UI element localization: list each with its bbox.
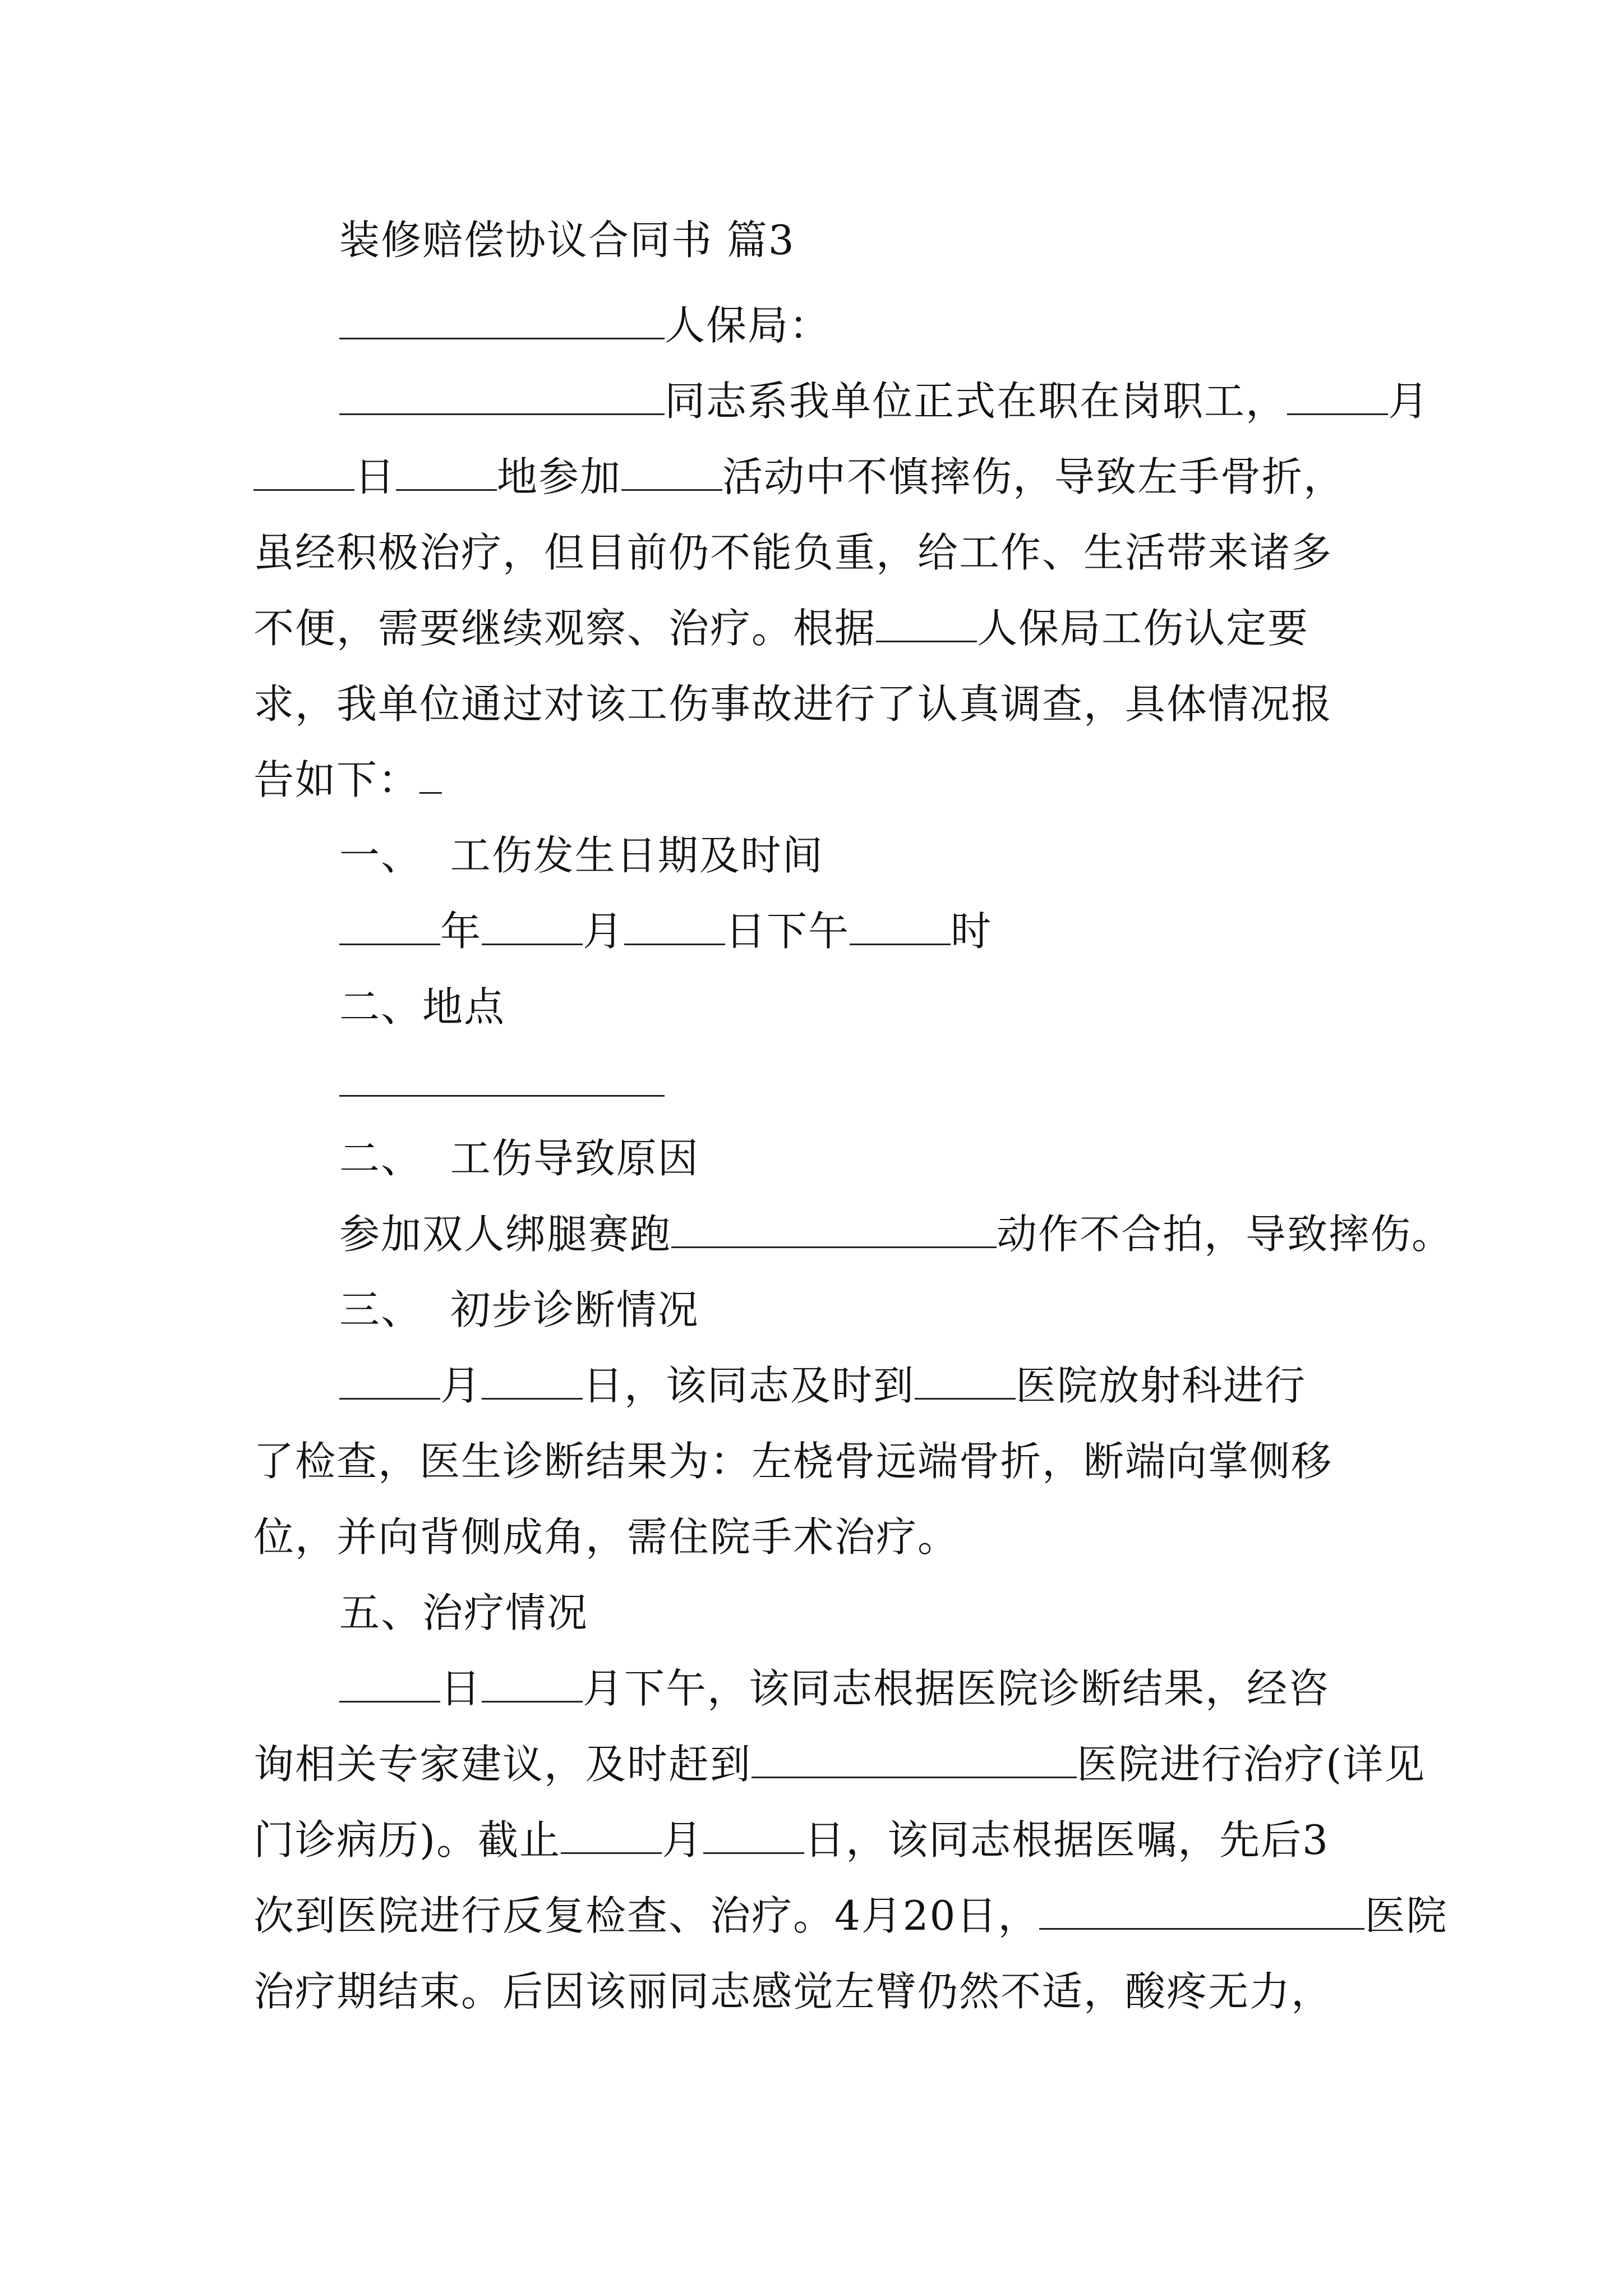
year-blank bbox=[339, 904, 440, 945]
place-blank bbox=[396, 450, 497, 491]
location-line bbox=[339, 1055, 665, 1111]
addressee-line: 人保局： bbox=[339, 297, 831, 353]
section-heading: 二、 工伤导致原因 bbox=[339, 1135, 699, 1182]
paragraph-line: 次到医院进行反复检查、治疗。4月20日， 医院 bbox=[253, 1888, 1447, 1944]
month-blank bbox=[561, 1813, 662, 1854]
hospital-blank bbox=[751, 1737, 1077, 1778]
paragraph-line: 日 地参加 活动中不慎摔伤，导致左手骨折， bbox=[253, 449, 1345, 505]
month-blank bbox=[1287, 374, 1388, 415]
paragraph-line: 参加双人绑腿赛跑 动作不合拍，导致摔伤。 bbox=[339, 1206, 1453, 1262]
hospital-blank bbox=[915, 1359, 1016, 1400]
paragraph-line: 日 月下午，该同志根据医院诊断结果，经咨 bbox=[339, 1660, 1330, 1717]
hour-blank bbox=[850, 904, 951, 945]
bureau-blank bbox=[876, 601, 977, 642]
name-blank bbox=[339, 374, 665, 415]
short-blank bbox=[419, 753, 442, 794]
day-blank bbox=[253, 450, 354, 491]
hospital-blank bbox=[1039, 1889, 1364, 1930]
date-time-line: 年 月 日下午 时 bbox=[339, 903, 992, 959]
activity-blank bbox=[621, 450, 722, 491]
paragraph-line: 月 日，该同志及时到 医院放射科进行 bbox=[339, 1358, 1306, 1414]
day-blank bbox=[482, 1359, 583, 1400]
section-heading: 五、治疗情况 bbox=[339, 1589, 589, 1636]
day-blank bbox=[624, 904, 725, 945]
paragraph-line: 不便，需要继续观察、治疗。根据 人保局工伤认定要 bbox=[253, 600, 1309, 656]
paragraph-line: 了检查，医生诊断结果为：左桡骨远端骨折，断端向掌侧移 bbox=[253, 1438, 1333, 1485]
month-blank bbox=[482, 1662, 583, 1703]
section-heading: 一、 工伤发生日期及时间 bbox=[339, 832, 824, 879]
month-blank bbox=[482, 904, 583, 945]
month-blank bbox=[339, 1359, 440, 1400]
reason-blank bbox=[671, 1207, 997, 1248]
section-heading: 二、地点 bbox=[339, 983, 506, 1030]
section-heading: 三、 初步诊断情况 bbox=[339, 1286, 699, 1333]
paragraph-line: 门诊病历)。截止 月 日，该同志根据医嘱，先后3 bbox=[253, 1812, 1329, 1868]
location-blank bbox=[339, 1056, 665, 1097]
paragraph-line: 询相关专家建议，及时赶到 医院进行治疗(详见 bbox=[253, 1736, 1426, 1792]
day-blank bbox=[703, 1813, 804, 1854]
paragraph-line: 同志系我单位正式在职在岗职工， 月 bbox=[339, 373, 1430, 429]
paragraph-line: 位，并向背侧成角，需住院手术治疗。 bbox=[253, 1513, 960, 1561]
day-blank bbox=[339, 1662, 440, 1703]
paragraph-line: 求，我单位通过对该工伤事故进行了认真调查，具体情况报 bbox=[253, 680, 1333, 728]
addressee-blank bbox=[339, 298, 665, 339]
paragraph-line: 虽经积极治疗，但目前仍不能负重，给工作、生活带来诸多 bbox=[253, 529, 1333, 576]
document-title: 装修赔偿协议合同书 篇3 bbox=[339, 217, 795, 264]
paragraph-line: 告如下： bbox=[253, 752, 442, 808]
paragraph-line: 治疗期结束。后因该丽同志感觉左臂仍然不适，酸疼无力， bbox=[253, 1968, 1333, 2015]
